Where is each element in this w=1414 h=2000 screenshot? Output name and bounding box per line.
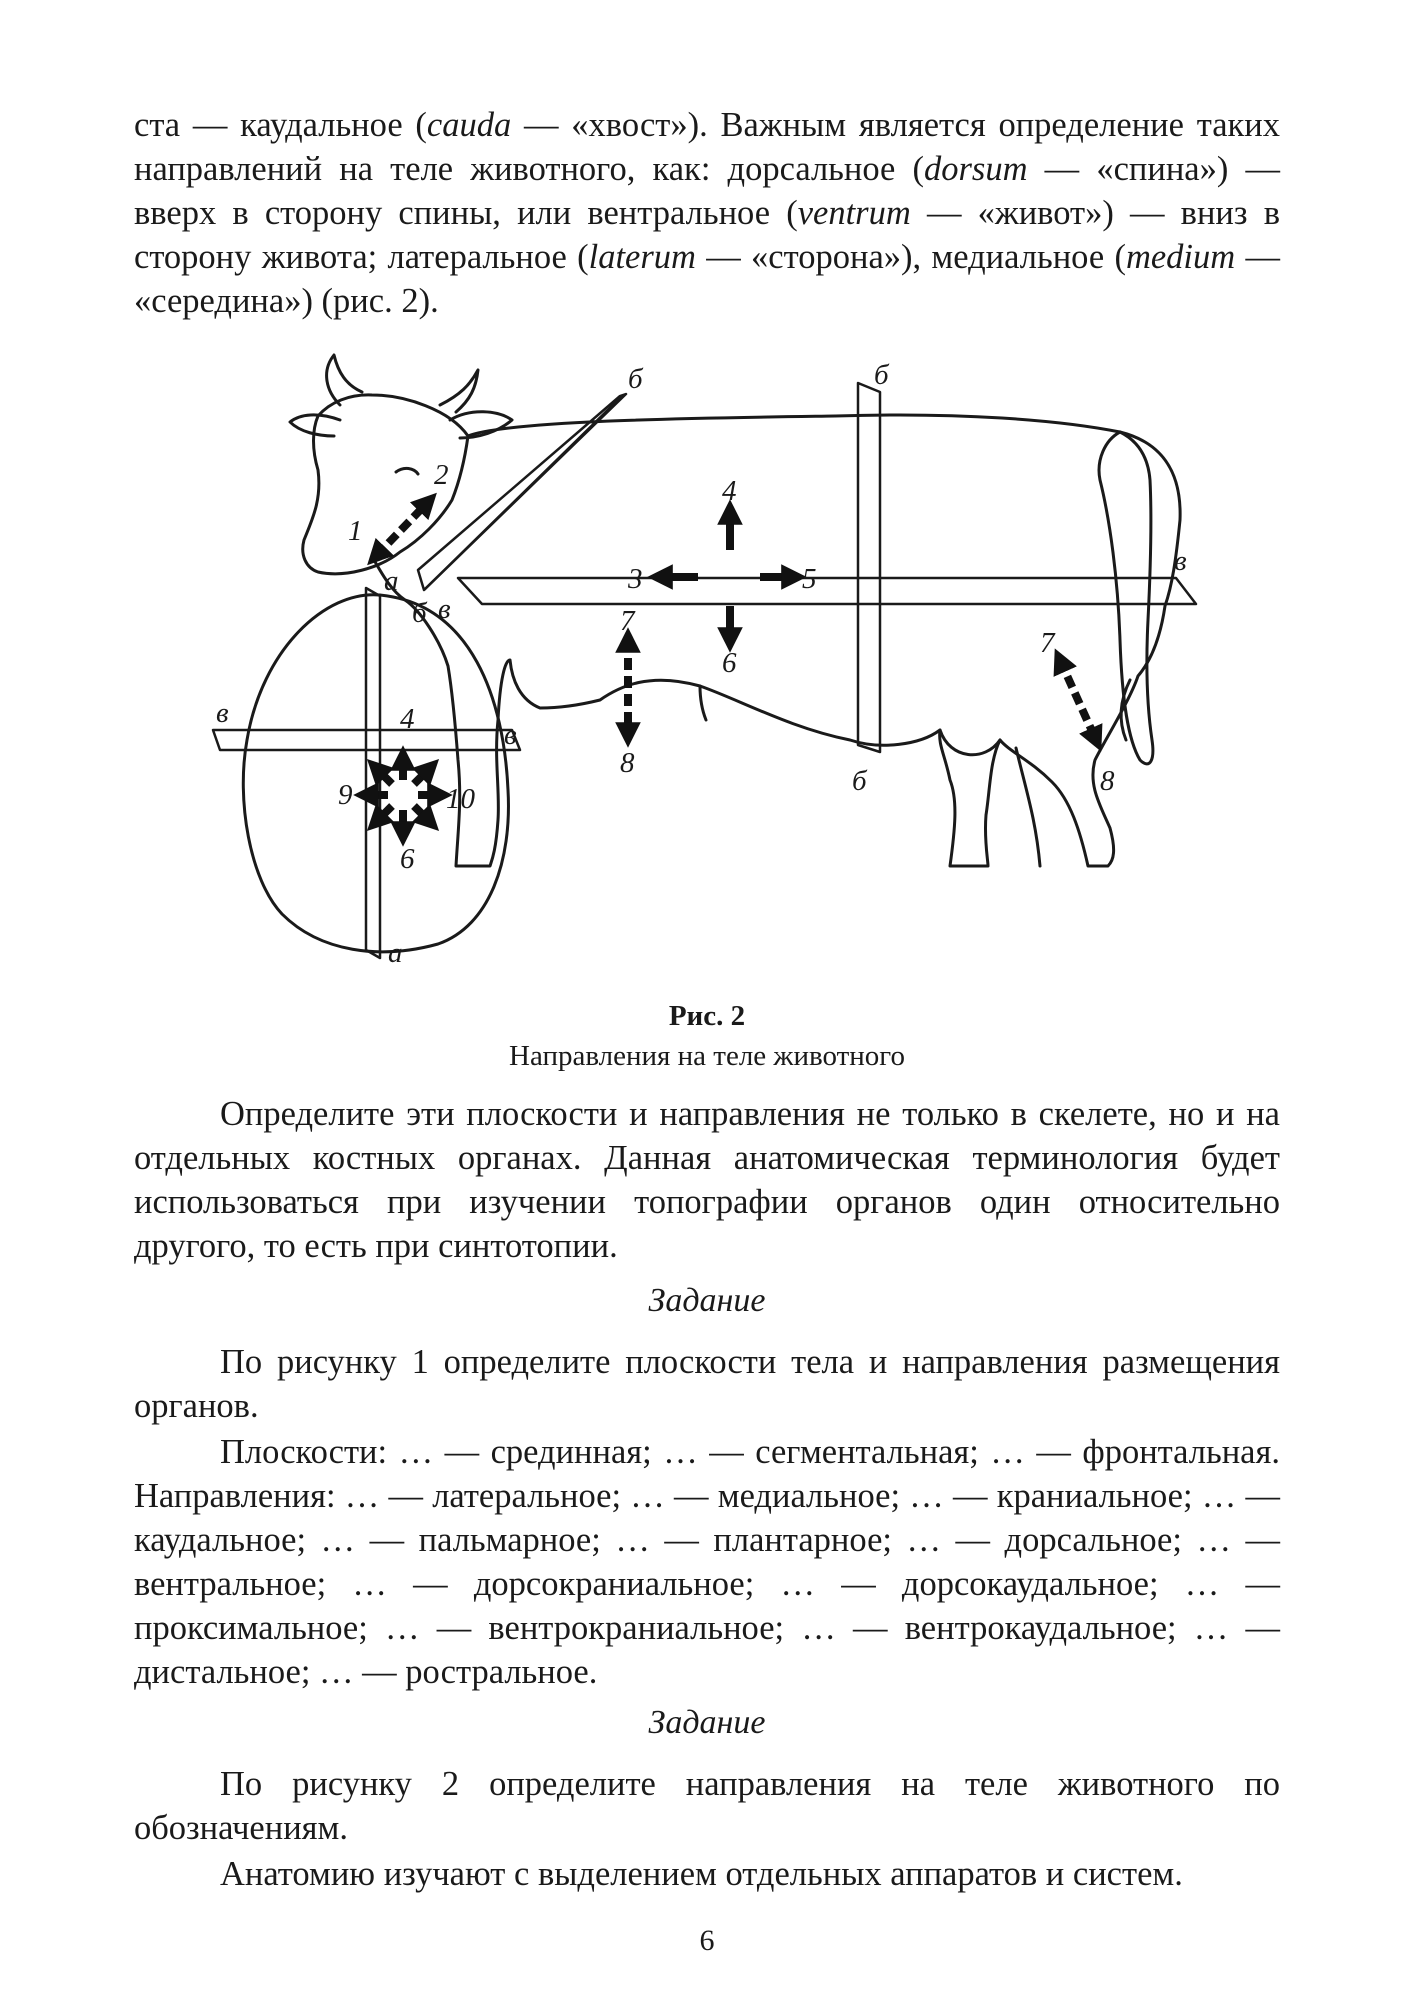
label-a-bottom: а [388,937,403,969]
paragraph-final: Анатомию изучают с выделением отдельных аппаратов и систем. [220,1855,1183,1893]
text-fragment: — «середина») (рис. 2). [134,238,1280,320]
label-8-hind: 8 [1100,765,1115,797]
label-a-top: а [384,565,399,597]
label-v-right: в [1174,545,1187,577]
label-7-hind: 7 [1040,627,1055,659]
text-fragment: ста — каудальное ( [134,106,427,144]
egg-arrow-up-right [414,768,430,784]
plane-v-horizontal [458,578,1196,604]
label-b-body-top: б [874,359,889,391]
label-v-egg-left: в [216,697,229,729]
label-v-egg-right: в [504,719,517,751]
egg-arrow-down-left [376,806,392,822]
label-10: 10 [446,783,475,815]
cow-outline [374,415,1180,866]
label-b-neck-top: б [628,363,643,395]
cow-tail [1099,432,1153,764]
cow-udder [940,730,1000,755]
text-fragment: — «сторона»), медиальное ( [695,238,1126,276]
label-v-neck: в [438,593,451,625]
plane-b-body [858,383,880,752]
text-fragment: — «спина») — вверх в сторону спины, или вентральное ( [134,150,1280,232]
task-heading-1: Задание [648,1282,766,1319]
label-4-egg: 4 [400,703,415,735]
label-9: 9 [338,779,353,811]
label-7-front: 7 [620,605,635,637]
latin-term-dorsum: dorsum [924,150,1028,188]
label-2: 2 [434,459,449,491]
label-4: 4 [722,475,737,507]
paragraph-task-1: По рисунку 1 определите плоскости тела и направления размещения органов. [134,1343,1280,1425]
label-6-egg: 6 [400,843,415,875]
label-6: 6 [722,647,737,679]
egg-arrow-up-left [376,768,392,784]
paragraph-terminology: Определите эти плоскости и направления не только в скелете, но и на отдельных костных органах. Данная анатомическая терминология будет использоваться при изучении топографии органов один относительно другого, то есть при синтотопии. [134,1095,1280,1265]
arrow-7-8-hind-leg [1060,660,1096,740]
paragraph-task-2: По рисунку 2 определите направления на теле животного по обозначениям. [134,1765,1280,1847]
label-1: 1 [348,515,363,547]
cow-eye [396,468,418,474]
egg-arrow-down-right [414,806,430,822]
text-fragment: — «живот») — вниз в сторону живота; латеральное ( [134,194,1280,276]
latin-term-cauda: cauda [426,106,512,144]
cow-leg-line [1016,748,1040,866]
latin-term-ventrum: ventrum [797,194,911,232]
figure-caption-text: Направления на теле животного [509,1040,905,1072]
latin-term-laterum: laterum [588,238,696,276]
paragraph-planes-directions: Плоскости: … — срединная; … — сегментальная; … — фронтальная. Направления: … — латеральное; … — медиальное; … — краниальное; … — каудальное; … — пальмарное; … — плантарное; … — дорсальное; … — вентральное; … — дорсокраниальное; … — дорсокаудальное; … — проксимальное; … — вентрокраниальное; … — вентрокаудальное; … — дистальное; … — ростральное. [134,1433,1280,1691]
cow-leg-line [700,686,706,720]
label-b-neck-bottom: б [412,597,427,629]
text-fragment: — «хвост»). Важным является определение таких направлений на теле животного, как: дорсальное ( [134,106,1280,188]
latin-term-medium: medium [1125,238,1236,276]
label-5: 5 [802,563,817,595]
page-number: 6 [699,1924,715,1957]
figure-caption-number: Рис. 2 [668,1000,746,1032]
cow-horn-right [440,370,478,412]
task-heading-2: Задание [648,1704,766,1741]
label-b-body-bottom: б [852,765,867,797]
label-8-front: 8 [620,747,635,779]
arrow-1-2-rostral [376,502,428,556]
label-3: 3 [628,563,643,595]
